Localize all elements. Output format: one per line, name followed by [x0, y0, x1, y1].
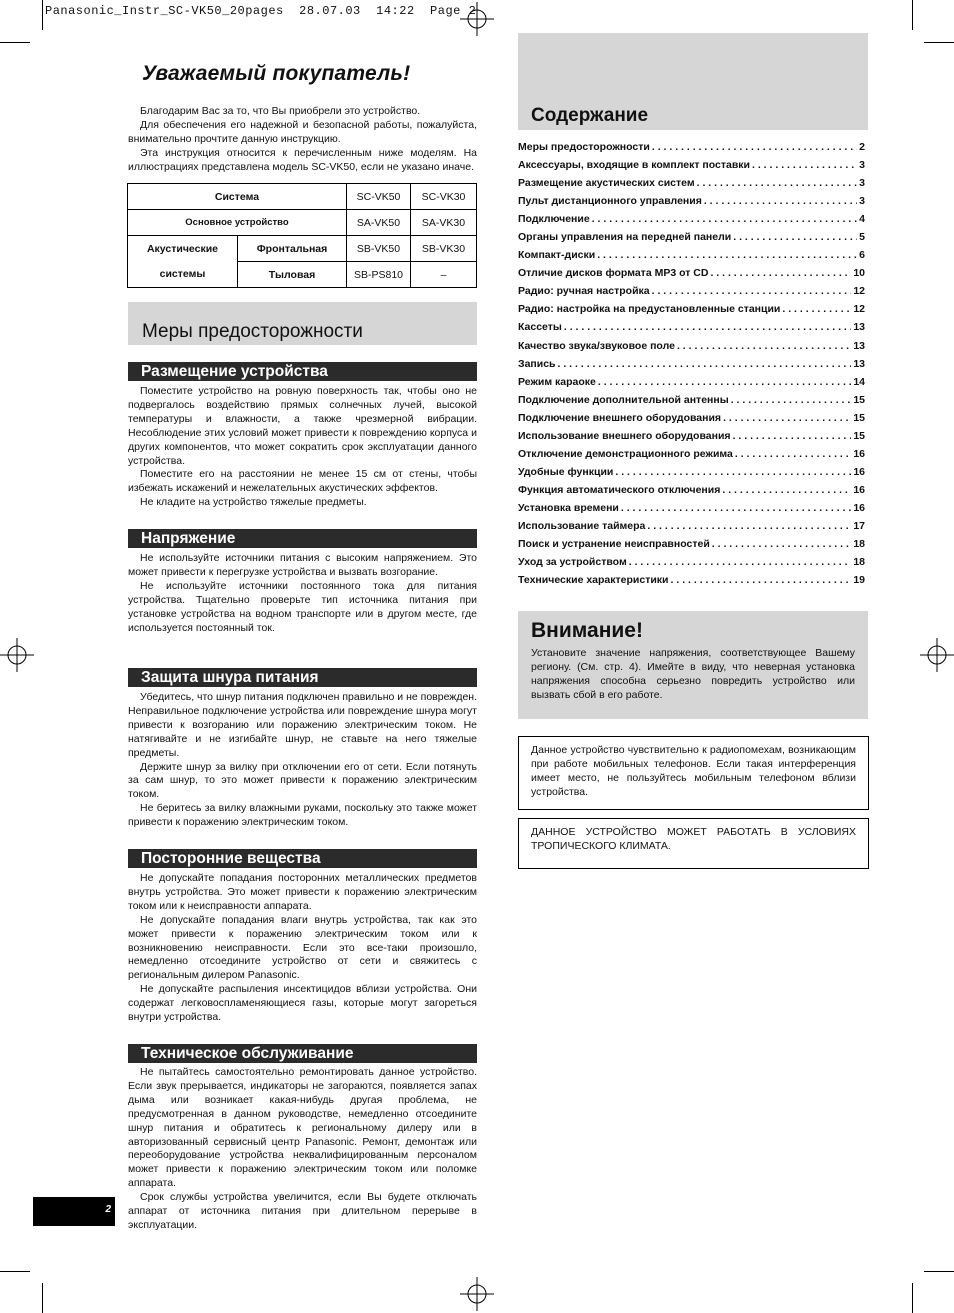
toc-item-label: Размещение акустических систем	[518, 177, 695, 190]
toc-item	[518, 267, 865, 285]
table-cell: SB-PS810	[347, 262, 411, 288]
intro-paragraph: Для обеспечения его надежной и безопасной работы, пожалуйста, внимательно прочтите данную инструкцию.	[128, 119, 477, 145]
table-cell: SC-VK50	[347, 184, 411, 210]
toc-item-label: Установка времени	[518, 501, 619, 514]
toc-item	[518, 484, 865, 502]
section-heading: Защита шнура питания	[128, 668, 477, 687]
toc-item-label: Функция автоматического отключения	[518, 483, 721, 496]
section-body	[128, 691, 477, 830]
paragraph: Держите шнур за вилку при отключении его от сети. Если потянуть за сам шнур, то это может привести к поражению электрическим током.	[128, 760, 477, 801]
section-body	[128, 1066, 477, 1233]
registration-mark-top	[460, 2, 494, 36]
radio-notice-text: Данное устройство чувствительно к радиопомехам, возникающим при работе мобильных телефонов. Если такая интерференция имеет место, не пользуйтесь мобильным телефоном вблизи устройства.	[531, 744, 856, 798]
toc-leader-dots	[652, 285, 852, 297]
toc-item-page: 15	[853, 393, 865, 406]
toc-item-page: 16	[853, 483, 865, 496]
toc-item-label: Аксессуары, входящие в комплект поставки	[518, 159, 751, 172]
toc-leader-dots	[697, 177, 858, 189]
intro-paragraph: Эта инструкция относится к перечисленным ниже моделям. На иллюстрациях представлена модель SC-VK50, если не указано иначе.	[128, 147, 477, 173]
speakers-label: Акустические	[128, 236, 238, 262]
toc-item	[518, 358, 865, 376]
toc-item-page: 18	[853, 556, 865, 569]
toc-item-page: 12	[853, 303, 865, 316]
toc-item-label: Подключение внешнего оборудования	[518, 411, 722, 424]
toc-item-label: Органы управления на передней панели	[518, 231, 732, 244]
toc-item-label: Запись	[518, 357, 556, 370]
paragraph: Поместите его на расстоянии не менее 15 см от стены, чтобы избежать искажений и нежелательных акустических эффектов.	[128, 468, 477, 495]
climate-notice-box	[518, 818, 869, 869]
table-cell: SB-VK30	[411, 236, 477, 262]
toc-item-label: Удобные функции	[518, 465, 614, 478]
contents-header	[518, 33, 868, 130]
toc-item-page: 17	[853, 519, 865, 532]
toc-item	[518, 159, 865, 177]
toc-item-label: Отличие дисков формата MP3 от CD	[518, 267, 709, 280]
printer-header: Panasonic_Instr_SC-VK50_20pages 28.07.03 14:22 Page 2	[45, 4, 477, 18]
toc-leader-dots	[558, 358, 852, 370]
intro-paragraph: Благодарим Вас за то, что Вы приобрели это устройство.	[140, 105, 421, 117]
toc-item-label: Поиск и устранение неисправностей	[518, 538, 710, 551]
toc-item-page: 16	[853, 501, 865, 514]
toc-item	[518, 213, 865, 231]
section-heading: Посторонние вещества	[128, 849, 477, 868]
toc-item	[518, 141, 865, 159]
contents-title: Содержание	[531, 105, 649, 126]
system-label: Система	[128, 184, 347, 210]
paragraph: Не используйте источники питания с высоким напряжением. Это может привести к перегрузке устройства и вызвать возгорание.	[128, 552, 477, 578]
toc-leader-dots	[752, 159, 857, 171]
toc-item	[518, 448, 865, 466]
toc-item	[518, 195, 865, 213]
registration-mark-left	[0, 638, 34, 672]
toc-leader-dots	[731, 394, 852, 406]
toc-item	[518, 556, 865, 574]
attention-box	[518, 611, 868, 719]
toc-item-page: 13	[853, 339, 865, 352]
toc-item	[518, 520, 865, 538]
toc-item	[518, 177, 865, 195]
section-heading: Напряжение	[128, 529, 477, 548]
toc-item-label: Качество звука/звуковое поле	[518, 339, 675, 352]
toc-item-page: 3	[859, 177, 865, 190]
toc-leader-dots	[712, 538, 852, 550]
table-row	[128, 236, 477, 262]
toc-item	[518, 249, 865, 267]
toc-item	[518, 502, 865, 520]
radio-notice-box	[518, 736, 869, 810]
toc-item-page: 10	[853, 267, 865, 280]
toc-item	[518, 376, 865, 394]
toc-item-page: 14	[853, 375, 865, 388]
toc-item-label: Пульт дистанционного управления	[518, 195, 702, 208]
attention-title: Внимание!	[531, 619, 643, 642]
table-cell: –	[411, 262, 477, 288]
toc-item-page: 16	[853, 465, 865, 478]
paragraph: Убедитесь, что шнур питания подключен правильно и не поврежден. Неправильное подключение устройства или повреждение шнура могут привести к возгоранию или поражению электрическим током. Не натягивайте и не изгибайте шнур, не ставьте на него тяжелые предметы.	[128, 691, 477, 759]
table-row	[128, 262, 477, 288]
front-label: Фронтальная	[238, 236, 347, 262]
toc-item-label: Радио: ручная настройка	[518, 285, 650, 298]
toc-leader-dots	[597, 249, 857, 261]
section-heading: Размещение устройства	[128, 362, 477, 381]
toc-leader-dots	[704, 195, 857, 207]
toc-leader-dots	[677, 340, 851, 352]
table-cell: SA-VK50	[347, 210, 411, 236]
toc-item	[518, 412, 865, 430]
paragraph: Поместите устройство на ровную поверхность так, чтобы оно не подвергалось воздействию прямых солнечных лучей, высокой температуры и влажности, а также чрезмерной вибрации. Несоблюдение этих условий может привести к повреждению корпуса и других компонентов, что может сократить срок эксплуатации данного устройства.	[128, 385, 477, 467]
section-body	[128, 552, 477, 635]
toc-item-label: Подключение	[518, 213, 590, 226]
paragraph: Не допускайте попадания посторонних металлических предметов внутрь устройства. Это может привести к поражению электрическим током или к неисправности аппарата.	[128, 872, 477, 912]
paragraph: Не пытайтесь самостоятельно ремонтировать данное устройство. Если звук прерывается, индикаторы не загораются, появляется запах дыма или возникает какая-нибудь другая проблема, не предусмотренная в данном руководстве, немедленно отсоедините шнур питания и обратитесь к региональному дилеру или в авторизованный сервисный центр Panasonic. Ремонт, демонтаж или переоборудование устройства неквалифицированным персоналом может привести к поражению электрическим током или поломке аппарата.	[128, 1066, 477, 1190]
toc-item	[518, 466, 865, 484]
toc-leader-dots	[722, 484, 851, 496]
section-body	[128, 385, 477, 510]
toc-item-label: Режим караоке	[518, 375, 596, 388]
toc-item-page: 16	[853, 447, 865, 460]
section-body	[128, 872, 477, 1025]
toc-item-page: 12	[853, 285, 865, 298]
toc-leader-dots	[735, 448, 851, 460]
table-cell: SA-VK30	[411, 210, 477, 236]
toc-leader-dots	[629, 556, 852, 568]
toc-leader-dots	[723, 412, 851, 424]
toc-leader-dots	[710, 267, 851, 279]
toc-item-page: 4	[859, 213, 865, 226]
toc-item-label: Радио: настройка на предустановленные станции	[518, 303, 781, 316]
toc-item-label: Технические характеристики	[518, 574, 669, 587]
toc-item-page: 18	[853, 538, 865, 551]
toc-leader-dots	[647, 520, 851, 532]
paragraph: Не допускайте распыления инсектицидов вблизи устройства. Они содержат легковоспламеняющиеся газы, которые могут загореться внутри устройства.	[128, 983, 477, 1024]
toc-item	[518, 574, 865, 592]
table-row	[128, 210, 477, 236]
precautions-title: Меры предосторожности	[142, 321, 363, 342]
greeting-intro	[128, 104, 477, 174]
paragraph: Не беритесь за вилку влажными руками, поскольку это также может привести к поражению электрическим током.	[128, 802, 477, 829]
toc-item	[518, 321, 865, 339]
toc-item-label: Использование таймера	[518, 519, 646, 532]
paragraph: Срок службы устройства увеличится, если Вы будете отключать аппарат от источника питания при длительном перерыве в эксплуатации.	[128, 1191, 477, 1231]
toc-leader-dots	[564, 321, 851, 333]
toc-item-label: Меры предосторожности	[518, 141, 650, 153]
toc-item-page: 6	[859, 249, 865, 262]
toc-item-label: Отключение демонстрационного режима	[518, 447, 733, 460]
page-number: 2	[33, 1197, 115, 1226]
table-row	[128, 184, 477, 210]
table-cell: SB-VK50	[347, 236, 411, 262]
main-unit-label: Основное устройство	[128, 210, 347, 236]
toc-item-page: 3	[859, 195, 865, 208]
toc-item	[518, 394, 865, 412]
toc-item-page: 19	[853, 574, 865, 587]
toc-item	[518, 285, 865, 303]
toc-item-label: Уход за устройством	[518, 556, 627, 569]
toc-leader-dots	[782, 303, 851, 315]
toc-leader-dots	[652, 141, 857, 153]
toc-leader-dots	[615, 466, 851, 478]
toc-leader-dots	[592, 213, 857, 225]
toc-leader-dots	[598, 376, 851, 388]
toc-item-page: 15	[853, 411, 865, 424]
toc-item-label: Использование внешнего оборудования	[518, 429, 731, 442]
toc-item	[518, 430, 865, 448]
models-table	[127, 183, 477, 288]
toc-leader-dots	[621, 502, 851, 514]
toc-item-page: 13	[853, 357, 865, 370]
table-cell: SC-VK30	[411, 184, 477, 210]
paragraph: Не допускайте попадания влаги внутрь устройства, так как это может привести к поражению электрическим током или к возникновению неисправности. Если это все-таки произошло, немедленно отсоедините устройство от сети и свяжитесь с региональным дилером Panasonic.	[128, 913, 477, 982]
toc-leader-dots	[733, 430, 852, 442]
paragraph: Не используйте источники постоянного тока для питания устройства. Тщательно проверьте тип источника питания при установке устройства на водном транспорте или в другом месте, где используется постоянный ток.	[128, 579, 477, 634]
toc-item	[518, 231, 865, 249]
rear-label: Тыловая	[238, 262, 347, 288]
speakers-label-2: системы	[128, 262, 238, 288]
toc-item	[518, 303, 865, 321]
attention-text: Установите значение напряжения, соответствующее Вашему региону. (См. стр. 4). Имейте в виду, что неверная установка напряжения способна серьезно повредить устройство или вызвать сбой в его работе.	[531, 647, 855, 701]
toc-item-page: 5	[859, 231, 865, 244]
toc-item	[518, 340, 865, 358]
toc-leader-dots	[733, 231, 857, 243]
toc-item-page: 13	[853, 321, 865, 334]
toc-item-label: Подключение дополнительной антенны	[518, 393, 729, 406]
toc-item-page: 2	[859, 141, 865, 153]
table-of-contents	[518, 141, 865, 592]
registration-mark-bottom	[460, 1277, 494, 1311]
precautions-header	[128, 302, 477, 345]
toc-item-page: 15	[853, 429, 865, 442]
section-heading: Техническое обслуживание	[128, 1044, 477, 1063]
toc-item-page: 3	[859, 159, 865, 172]
greeting-title: Уважаемый покупатель!	[142, 62, 411, 85]
toc-item-label: Компакт-диски	[518, 249, 596, 262]
paragraph: Не кладите на устройство тяжелые предметы.	[140, 496, 367, 509]
climate-notice-text: ДАННОЕ УСТРОЙСТВО МОЖЕТ РАБОТАТЬ В УСЛОВИЯХ ТРОПИЧЕСКОГО КЛИМАТА.	[531, 826, 856, 852]
toc-item	[518, 538, 865, 556]
registration-mark-right	[920, 638, 954, 672]
toc-leader-dots	[671, 574, 852, 586]
toc-item-label: Кассеты	[518, 321, 562, 334]
